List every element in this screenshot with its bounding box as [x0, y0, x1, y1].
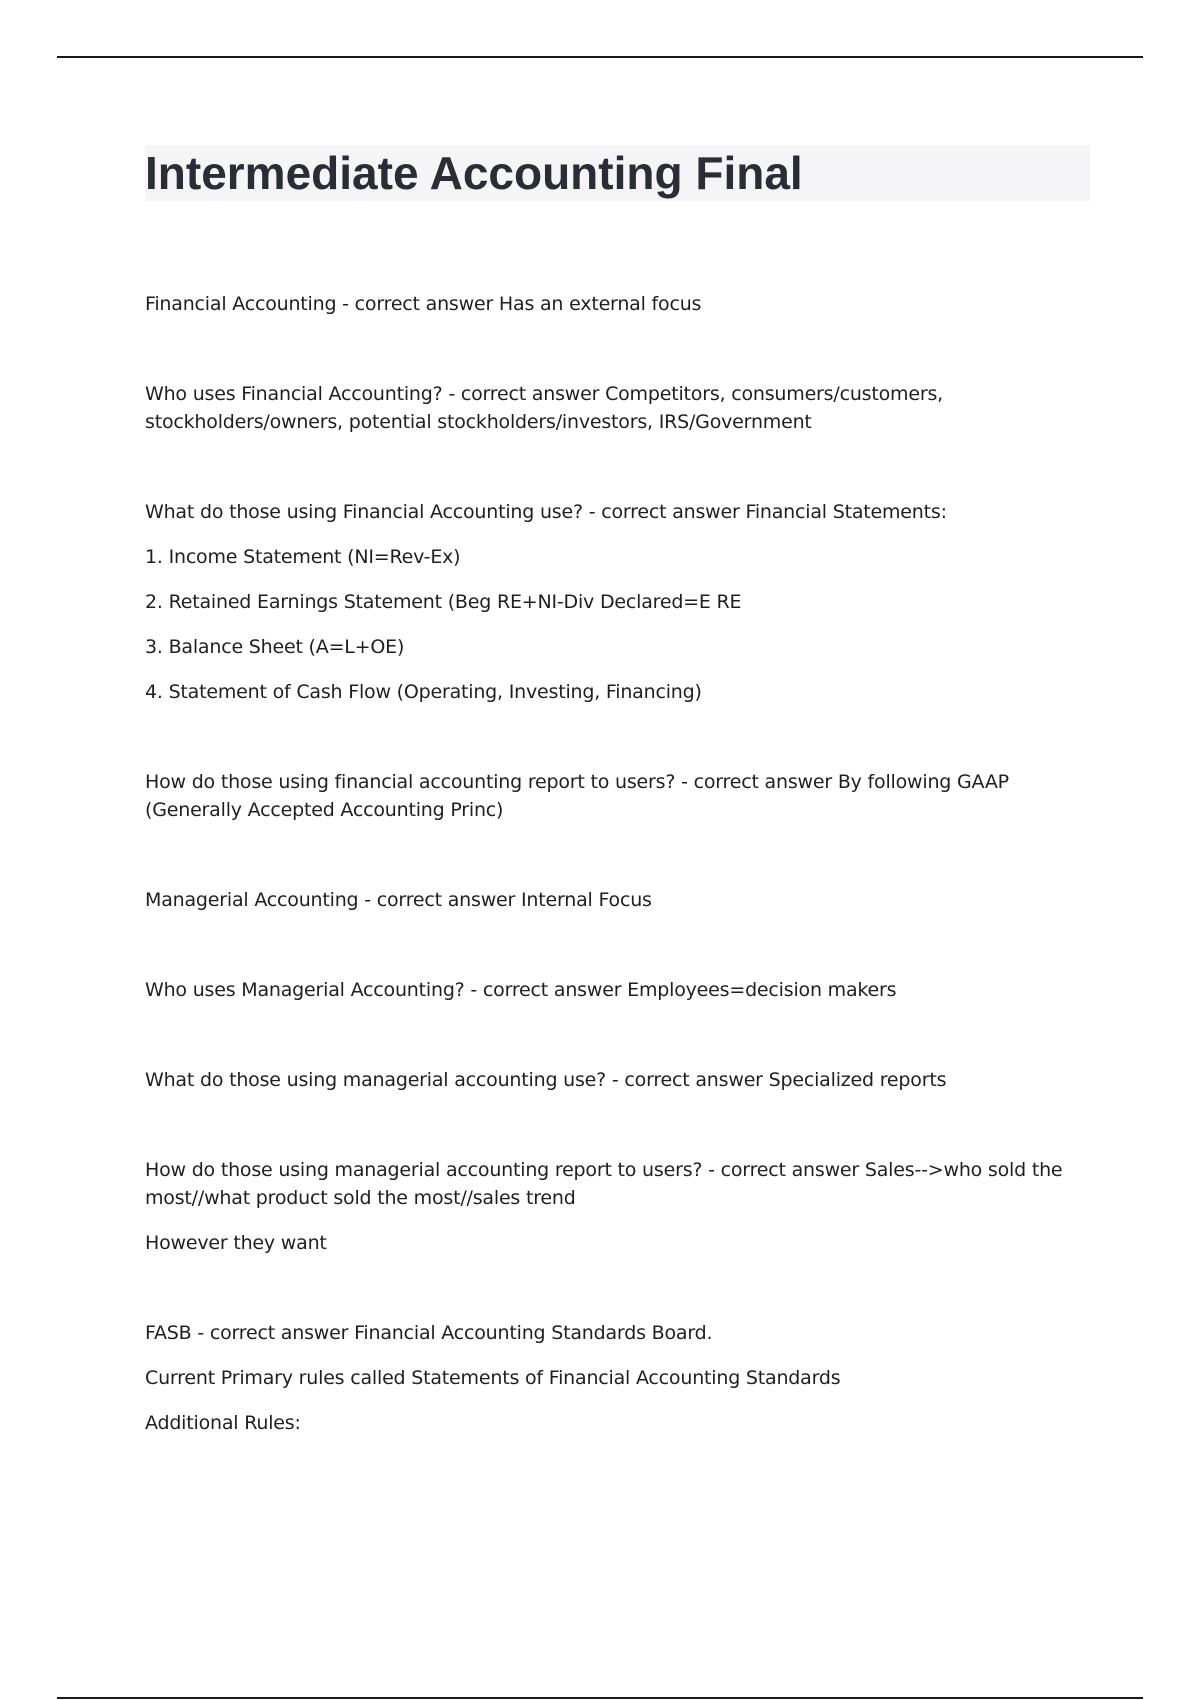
- flashcard-question-answer: [145, 886, 1090, 914]
- answer-separator: - correct answer: [191, 1322, 355, 1344]
- answer-separator: - correct answer: [582, 501, 746, 523]
- flashcard-term: Managerial Accounting: [145, 889, 359, 911]
- flashcard-term: Financial Accounting: [145, 293, 337, 315]
- answer-separator: - correct answer: [442, 383, 606, 405]
- flashcard-answer: By following GAAP (Generally Accepted Accounting Princ): [145, 771, 1009, 821]
- answer-separator: - correct answer: [675, 771, 838, 793]
- flashcard-list: [145, 290, 1090, 1499]
- flashcard-term: How do those using managerial accounting report to users?: [145, 1159, 703, 1181]
- flashcard-question-answer: [145, 1066, 1090, 1094]
- flashcard-answer: Internal Focus: [521, 889, 652, 911]
- answer-line: 4. Statement of Cash Flow (Operating, Investing, Financing): [145, 681, 702, 703]
- flashcard-question-answer: [145, 498, 1090, 526]
- document-title: Intermediate Accounting Final: [145, 147, 803, 199]
- flashcard-term: What do those using Financial Accounting use?: [145, 501, 583, 523]
- flashcard-question-answer: [145, 768, 1090, 824]
- flashcard-entry: [145, 498, 1090, 706]
- flashcard-entry: [145, 886, 1090, 914]
- top-divider: [57, 56, 1143, 58]
- flashcard-question-answer: [145, 1319, 1090, 1347]
- answer-line: Additional Rules:: [145, 1412, 301, 1434]
- answer-separator: - correct answer: [336, 293, 499, 315]
- flashcard-term: Who uses Managerial Accounting?: [145, 979, 465, 1001]
- flashcard-entry: [145, 1319, 1090, 1437]
- flashcard-entry: [145, 290, 1090, 318]
- flashcard-answer: Employees=decision makers: [627, 979, 897, 1001]
- flashcard-question-answer: [145, 380, 1090, 436]
- flashcard-question-answer: [145, 1156, 1090, 1212]
- bottom-divider: [57, 1697, 1143, 1699]
- answer-separator: - correct answer: [464, 979, 628, 1001]
- flashcard-term: FASB: [145, 1322, 192, 1344]
- answer-line: Current Primary rules called Statements of Financial Accounting Standards: [145, 1367, 841, 1389]
- flashcard-entry: [145, 1156, 1090, 1257]
- flashcard-entry: [145, 976, 1090, 1004]
- flashcard-term: Who uses Financial Accounting?: [145, 383, 443, 405]
- flashcard-entry: [145, 380, 1090, 436]
- answer-line: 1. Income Statement (NI=Rev-Ex): [145, 546, 461, 568]
- flashcard-entry: [145, 768, 1090, 824]
- flashcard-answer: Has an external focus: [498, 293, 702, 315]
- flashcard-answer: Financial Accounting Standards Board.: [354, 1322, 713, 1344]
- answer-line: However they want: [145, 1232, 327, 1254]
- flashcard-term: What do those using managerial accounting use?: [145, 1069, 607, 1091]
- answer-line: 2. Retained Earnings Statement (Beg RE+NI-Div Declared=E RE: [145, 591, 742, 613]
- flashcard-question-answer: [145, 290, 1090, 318]
- flashcard-answer: Competitors, consumers/customers, stockholders/owners, potential stockholders/investors, IRS/Government: [145, 383, 943, 433]
- answer-separator: - correct answer: [606, 1069, 769, 1091]
- flashcard-answer: Financial Statements:: [745, 501, 947, 523]
- flashcard-term: How do those using financial accounting report to users?: [145, 771, 676, 793]
- flashcard-question-answer: [145, 976, 1090, 1004]
- answer-separator: - correct answer: [702, 1159, 865, 1181]
- flashcard-entry: [145, 1066, 1090, 1094]
- flashcard-answer: Specialized reports: [768, 1069, 947, 1091]
- answer-separator: - correct answer: [358, 889, 521, 911]
- flashcard-answer: Sales-->who sold the most//what product sold the most//sales trend: [145, 1159, 1063, 1209]
- answer-line: 3. Balance Sheet (A=L+OE): [145, 636, 405, 658]
